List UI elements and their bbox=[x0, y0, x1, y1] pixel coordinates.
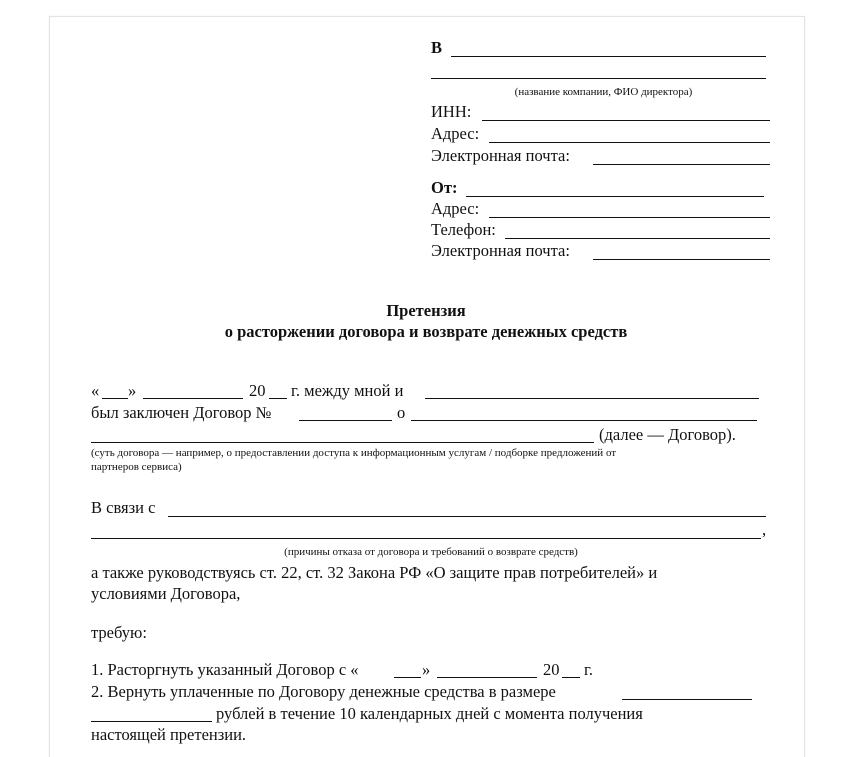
between-text: г. между мной и bbox=[291, 381, 404, 400]
contract-number-line bbox=[299, 420, 392, 421]
document-title: Претензия bbox=[386, 301, 466, 320]
year-prefix: 20 bbox=[249, 381, 266, 400]
reason-caption: (причины отказа от договора и требований о возврате средств) bbox=[284, 546, 578, 558]
sender-phone-line bbox=[505, 238, 770, 239]
law-text-2: условиями Договора, bbox=[91, 584, 241, 603]
contract-note-2: партнеров сервиса) bbox=[91, 461, 182, 473]
contract-text: был заключен Договор № bbox=[91, 403, 272, 422]
recipient-address-label: Адрес: bbox=[431, 124, 480, 143]
quote-open: « bbox=[91, 381, 100, 400]
item1-close: » bbox=[422, 660, 431, 679]
amount-line-2 bbox=[91, 721, 212, 722]
counterparty-line bbox=[425, 398, 759, 399]
sender-email-label: Электронная почта: bbox=[431, 241, 570, 260]
recipient-inn-label: ИНН: bbox=[431, 102, 472, 121]
from-label: От: bbox=[431, 178, 458, 197]
item1-end: г. bbox=[584, 660, 594, 679]
item1-year-line bbox=[562, 677, 580, 678]
contract-note: (суть договора — например, о предоставлении доступа к информационным услугам / подборке предложений от bbox=[91, 447, 617, 459]
hereinafter-text: (далее — Договор). bbox=[599, 425, 736, 444]
recipient-address-line bbox=[489, 142, 770, 143]
recipient-email-label: Электронная почта: bbox=[431, 146, 570, 165]
law-text: а также руководствуясь ст. 22, ст. 32 Закона РФ «О защите прав потребителей» и bbox=[91, 563, 658, 582]
contract-o: о bbox=[397, 403, 406, 422]
item1-text: 1. Расторгнуть указанный Договор с « bbox=[91, 660, 359, 679]
recipient-name-line-2 bbox=[431, 78, 766, 79]
amount-line bbox=[622, 699, 752, 700]
sender-address-line bbox=[489, 217, 770, 218]
year-line bbox=[269, 398, 287, 399]
contract-subject-line-2 bbox=[91, 442, 594, 443]
sender-phone-label: Телефон: bbox=[431, 220, 496, 239]
sender-name-line bbox=[466, 196, 764, 197]
reason-line bbox=[168, 516, 766, 517]
demand-text: требую: bbox=[91, 623, 147, 642]
month-line bbox=[143, 398, 243, 399]
item2-ending: настоящей претензии. bbox=[91, 725, 247, 744]
sender-address-label: Адрес: bbox=[431, 199, 480, 218]
reason-line-2 bbox=[91, 538, 761, 539]
recipient-caption: (название компании, ФИО директора) bbox=[514, 86, 693, 98]
recipient-email-line bbox=[593, 164, 770, 165]
item2-continuation: рублей в течение 10 календарных дней с момента получения bbox=[216, 704, 643, 723]
sender-email-line bbox=[593, 259, 770, 260]
item1-month-line bbox=[437, 677, 537, 678]
item2-text: 2. Вернуть уплаченные по Договору денежные средства в размере bbox=[91, 682, 556, 701]
contract-subject-line bbox=[411, 420, 757, 421]
recipient-name-line bbox=[451, 56, 766, 57]
document-subtitle: о расторжении договора и возврате денежных средств bbox=[224, 322, 628, 341]
reason-label: В связи с bbox=[91, 498, 156, 517]
item1-day-line bbox=[394, 677, 421, 678]
quote-close: » bbox=[128, 381, 137, 400]
document-page bbox=[49, 16, 805, 757]
day-line bbox=[102, 398, 128, 399]
reason-comma: , bbox=[762, 520, 767, 539]
recipient-inn-line bbox=[482, 120, 770, 121]
item1-year: 20 bbox=[543, 660, 560, 679]
to-label: В bbox=[431, 38, 443, 57]
